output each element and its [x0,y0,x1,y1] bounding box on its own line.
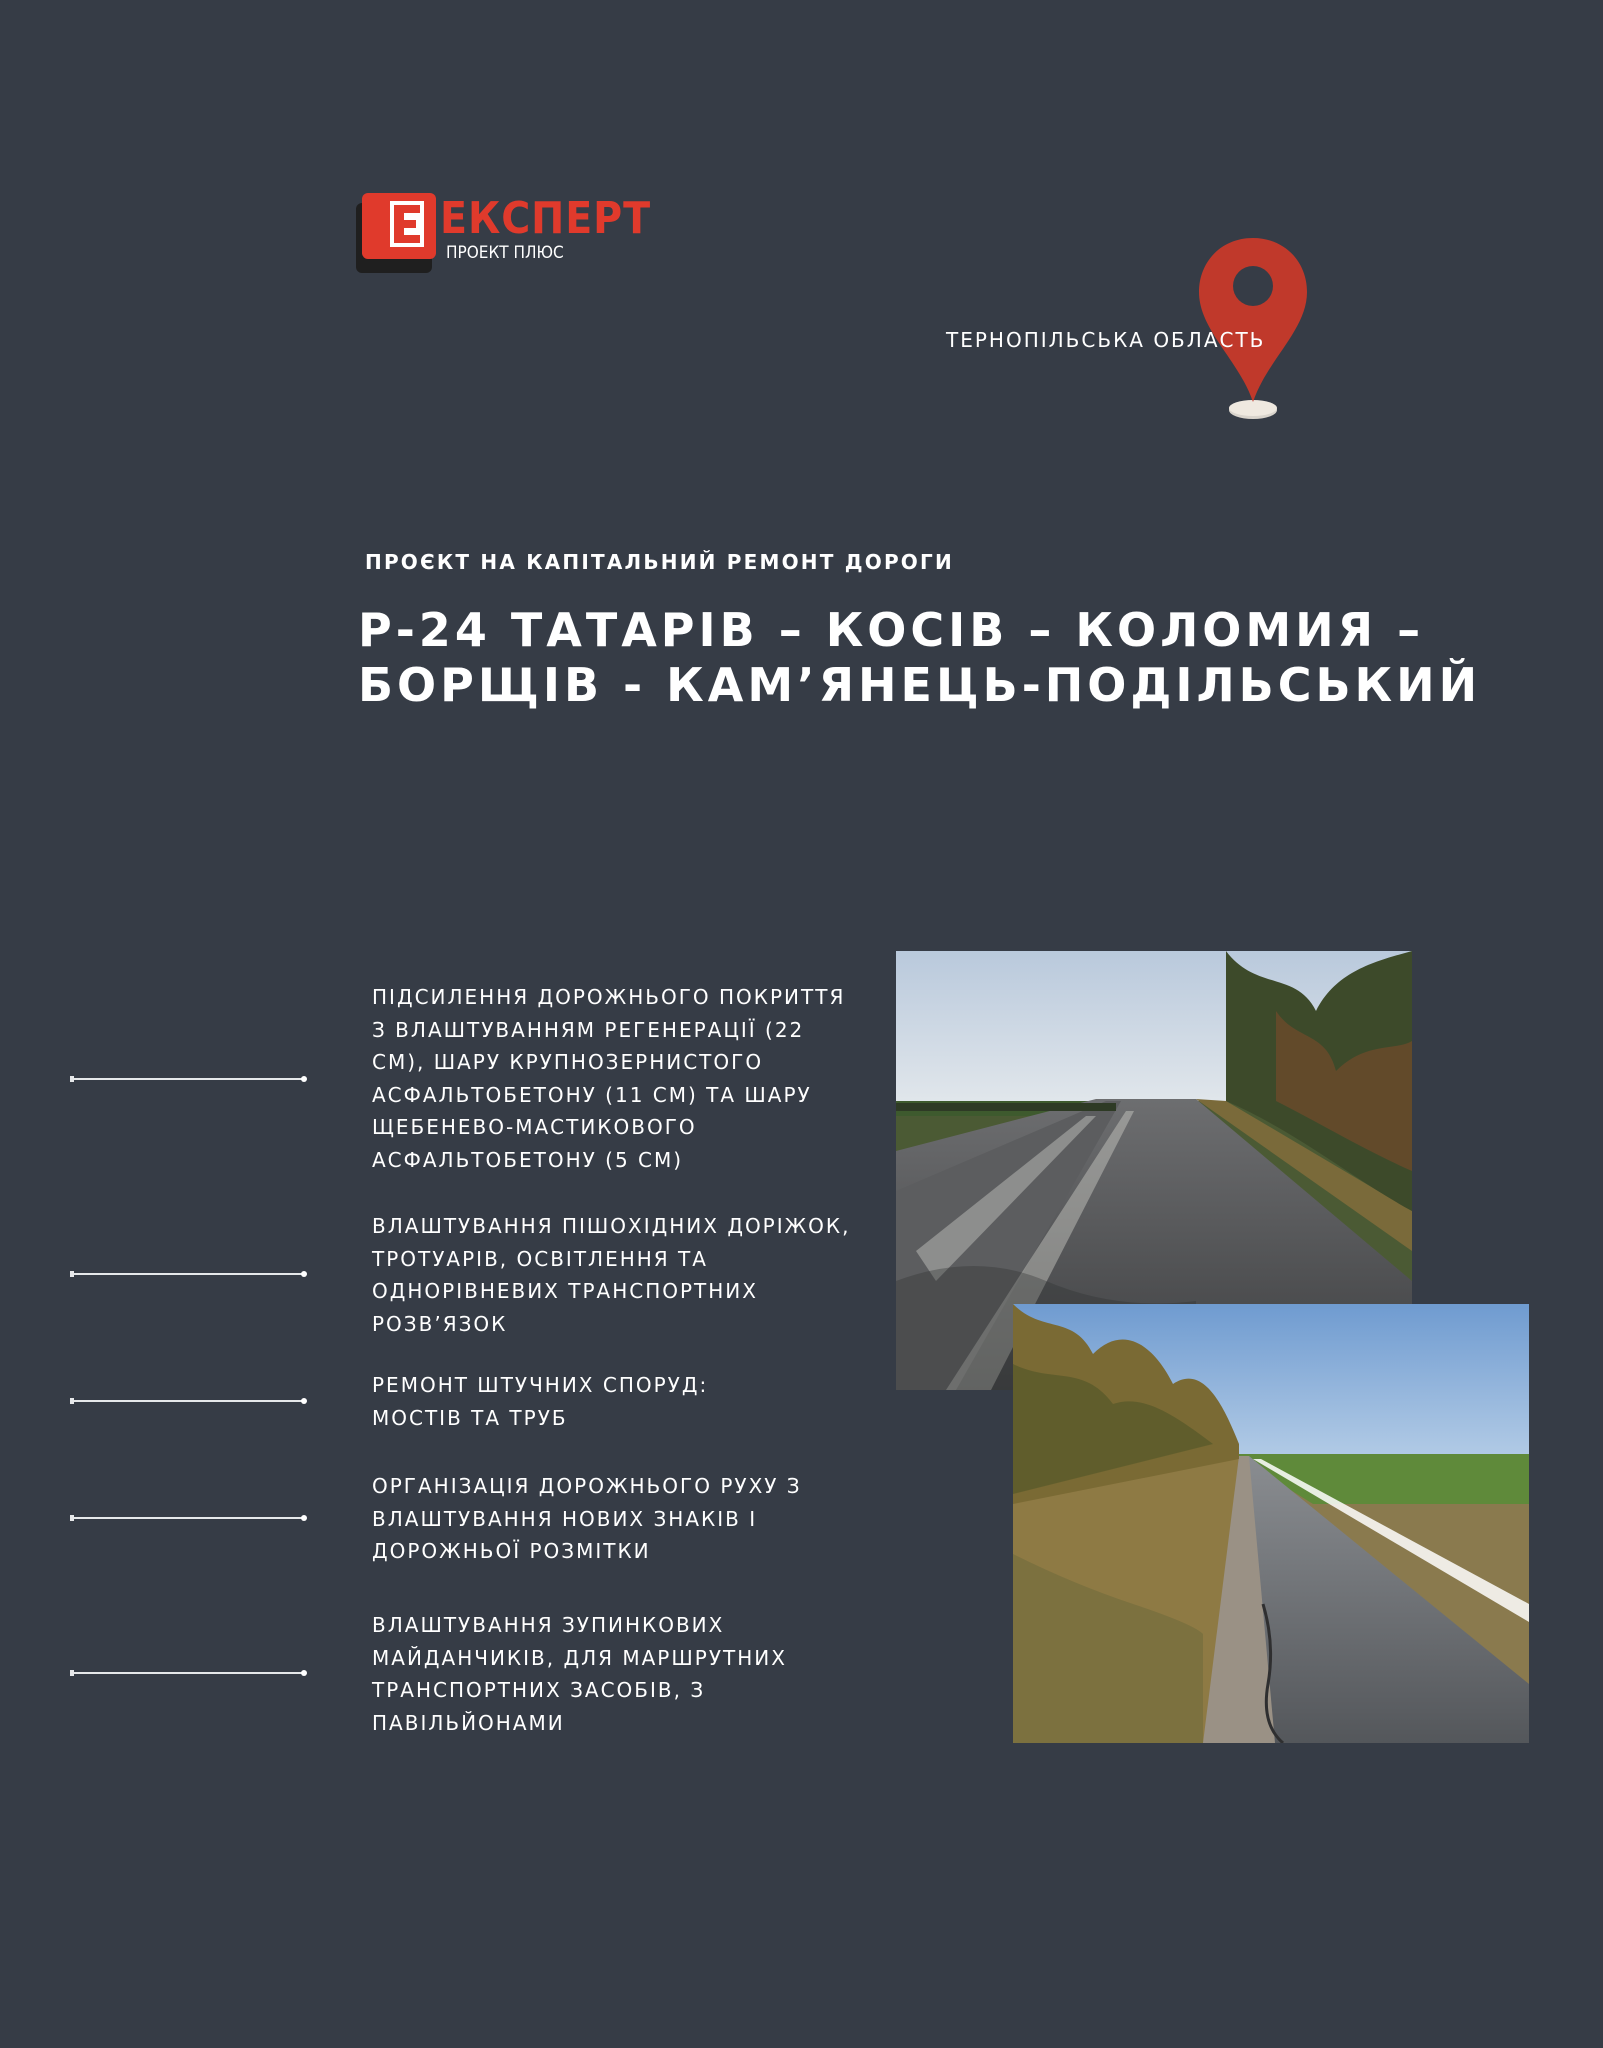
feature-connector-line [72,1672,304,1674]
feature-connector-line [72,1517,304,1519]
page-title-line-2: БОРЩІВ - КАМ’ЯНЕЦЬ-ПОДІЛЬСЬКИЙ [358,658,1482,712]
page-title-line-1: Р-24 ТАТАРІВ – КОСІВ – КОЛОМИЯ – [358,603,1425,657]
project-subtitle: ПРОЄКТ НА КАПІТАЛЬНИЙ РЕМОНТ ДОРОГИ [365,550,954,574]
feature-item-sidewalks: ВЛАШТУВАННЯ ПІШОХІДНИХ ДОРІЖОК, ТРОТУАРІВ, ОСВІТЛЕННЯ ТА ОДНОРІВНЕВИХ ТРАНСПОРТНИХ РОЗВ’ЯЗОК [372,1214,851,1336]
feature-item-traffic: ОРГАНІЗАЦІЯ ДОРОЖНЬОГО РУХУ З ВЛАШТУВАННЯ НОВИХ ЗНАКІВ І ДОРОЖНЬОЇ РОЗМІТКИ [372,1474,802,1563]
feature-item-bus-stops: ВЛАШТУВАННЯ ЗУПИНКОВИХ МАЙДАНЧИКІВ, ДЛЯ МАРШРУТНИХ ТРАНСПОРТНИХ ЗАСОБІВ, З ПАВІЛЬЙОНАМИ [372,1613,787,1735]
company-logo [356,193,652,275]
logo-mark-icon [356,193,436,273]
feature-item-pavement: ПІДСИЛЕННЯ ДОРОЖНЬОГО ПОКРИТТЯ З ВЛАШТУВАННЯМ РЕГЕНЕРАЦІЇ (22 СМ), ШАРУ КРУПНОЗЕРНИСТОГО АСФАЛЬТОБЕТОНУ (11 СМ) ТА ШАРУ ЩЕБЕНЕВО-МАСТИКОВОГО АСФАЛЬТОБЕТОНУ (5 СМ) [372,985,846,1172]
logo-brand-text: ЕКСПЕРТ [440,193,652,244]
logo-tagline: ПРОЕКТ ПЛЮС [446,243,564,263]
feature-connector-line [72,1400,304,1402]
feature-connector-line [72,1078,304,1080]
road-photo-rural [1013,1304,1529,1743]
feature-item-structures: РЕМОНТ ШТУЧНИХ СПОРУД: МОСТІВ ТА ТРУБ [372,1373,709,1430]
feature-connector-line [72,1273,304,1275]
region-label: ТЕРНОПІЛЬСЬКА ОБЛАСТЬ [946,328,1266,352]
page-title [358,603,1558,713]
